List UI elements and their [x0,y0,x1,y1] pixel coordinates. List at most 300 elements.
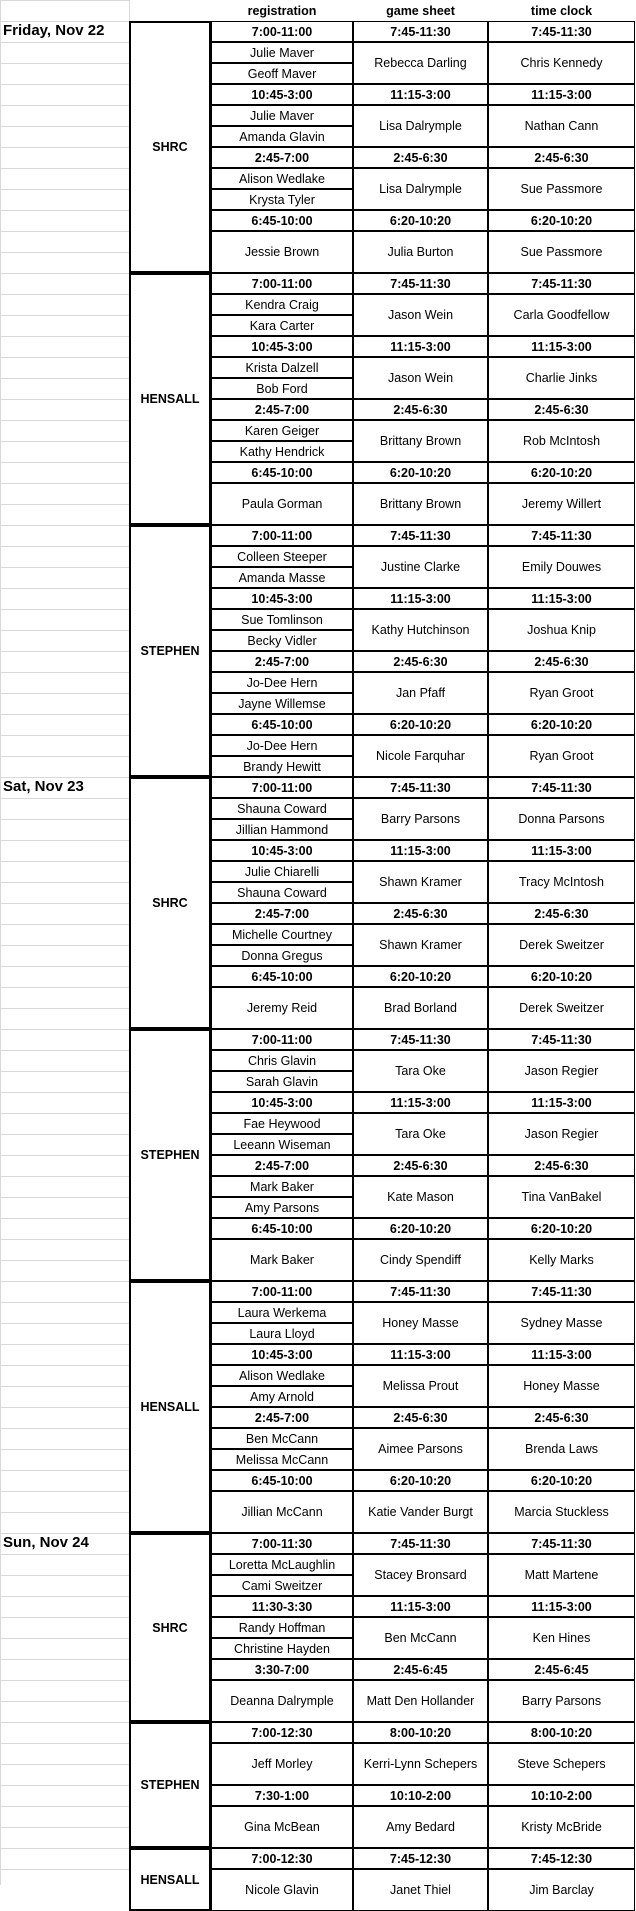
registration-time: 11:30-3:30 [211,1596,353,1617]
time-clock-name: Ken Hines [488,1617,635,1659]
time-clock-name: Jason Regier [488,1050,635,1092]
registration-name: Nicole Glavin [211,1869,353,1911]
game-sheet-name: Barry Parsons [353,798,488,840]
gridline [0,294,129,295]
game-sheet-time: 2:45-6:30 [353,903,488,924]
time-clock-time: 6:20-10:20 [488,1470,635,1491]
registration-time: 2:45-7:00 [211,1407,353,1428]
time-clock-name: Ryan Groot [488,672,635,714]
game-sheet-time: 11:15-3:00 [353,336,488,357]
registration-time: 7:00-11:00 [211,273,353,294]
gridline [0,504,129,505]
registration-name: Julie Chiarelli [211,861,353,882]
game-sheet-time: 2:45-6:30 [353,147,488,168]
location-label: STEPHEN [129,1722,211,1848]
time-clock-time: 7:45-11:30 [488,21,635,42]
registration-time: 7:00-11:30 [211,1533,353,1554]
registration-name: Kathy Hendrick [211,441,353,462]
registration-name: Paula Gorman [211,483,353,525]
gridline [0,168,129,169]
time-clock-time: 11:15-3:00 [488,588,635,609]
time-clock-time: 11:15-3:00 [488,336,635,357]
time-clock-time: 2:45-6:45 [488,1659,635,1680]
location-label: HENSALL [129,273,211,525]
gridline [0,1197,129,1198]
registration-name: Sue Tomlinson [211,609,353,630]
game-sheet-time: 6:20-10:20 [353,1470,488,1491]
gridline [0,1722,129,1723]
time-clock-name: Sydney Masse [488,1302,635,1344]
registration-name: Jeremy Reid [211,987,353,1029]
game-sheet-name: Aimee Parsons [353,1428,488,1470]
gridline [0,1827,129,1828]
game-sheet-time: 11:15-3:00 [353,840,488,861]
gridline [0,714,129,715]
gridline [0,798,129,799]
game-sheet-time: 7:45-11:30 [353,273,488,294]
time-clock-time: 7:45-11:30 [488,273,635,294]
location-label: STEPHEN [129,525,211,777]
gridline [0,252,129,253]
registration-name: Melissa McCann [211,1449,353,1470]
registration-name: Kendra Craig [211,294,353,315]
gridline [0,630,129,631]
gridline [0,1071,129,1072]
registration-name: Christine Hayden [211,1638,353,1659]
game-sheet-name: Amy Bedard [353,1806,488,1848]
gridline [0,1134,129,1135]
gridline [0,756,129,757]
time-clock-time: 11:15-3:00 [488,840,635,861]
gridline [0,840,129,841]
time-clock-name: Emily Douwes [488,546,635,588]
time-clock-time: 11:15-3:00 [488,1596,635,1617]
game-sheet-name: Ben McCann [353,1617,488,1659]
registration-name: Amanda Masse [211,567,353,588]
gridline [0,1680,129,1681]
header-game-sheet: game sheet [386,3,455,18]
game-sheet-name: Stacey Bronsard [353,1554,488,1596]
gridline [0,588,129,589]
location-label: HENSALL [129,1848,211,1911]
time-clock-name: Kelly Marks [488,1239,635,1281]
time-clock-time: 2:45-6:30 [488,1155,635,1176]
gridline [0,1050,129,1051]
gridline [0,210,129,211]
time-clock-time: 7:45-11:30 [488,777,635,798]
gridline [0,1239,129,1240]
game-sheet-time: 6:20-10:20 [353,210,488,231]
registration-time: 10:45-3:00 [211,588,353,609]
time-clock-name: Jim Barclay [488,1869,635,1911]
gridline [0,1848,129,1849]
time-clock-time: 11:15-3:00 [488,84,635,105]
location-label: SHRC [129,21,211,273]
registration-time: 6:45-10:00 [211,1218,353,1239]
game-sheet-time: 6:20-10:20 [353,714,488,735]
gridline [0,1428,129,1429]
game-sheet-name: Rebecca Darling [353,42,488,84]
gridline [0,0,129,1]
game-sheet-name: Tara Oke [353,1050,488,1092]
registration-time: 7:00-11:00 [211,1029,353,1050]
registration-name: Jillian McCann [211,1491,353,1533]
gridline [0,1764,129,1765]
game-sheet-time: 11:15-3:00 [353,1344,488,1365]
time-clock-time: 6:20-10:20 [488,462,635,483]
registration-name: Jo-Dee Hern [211,672,353,693]
game-sheet-time: 7:45-12:30 [353,1848,488,1869]
registration-name: Julie Maver [211,105,353,126]
registration-name: Sarah Glavin [211,1071,353,1092]
registration-time: 6:45-10:00 [211,1470,353,1491]
registration-name: Bob Ford [211,378,353,399]
game-sheet-name: Shawn Kramer [353,861,488,903]
gridline [0,609,129,610]
registration-name: Colleen Steeper [211,546,353,567]
time-clock-name: Derek Sweitzer [488,987,635,1029]
registration-time: 2:45-7:00 [211,147,353,168]
time-clock-time: 11:15-3:00 [488,1344,635,1365]
registration-name: Brandy Hewitt [211,756,353,777]
registration-name: Krysta Tyler [211,189,353,210]
time-clock-name: Charlie Jinks [488,357,635,399]
registration-time: 6:45-10:00 [211,714,353,735]
gridline [0,273,129,274]
gridline [0,1470,129,1471]
game-sheet-time: 2:45-6:30 [353,1407,488,1428]
registration-time: 6:45-10:00 [211,462,353,483]
game-sheet-time: 11:15-3:00 [353,1596,488,1617]
time-clock-name: Honey Masse [488,1365,635,1407]
registration-name: Amy Arnold [211,1386,353,1407]
game-sheet-name: Lisa Dalrymple [353,168,488,210]
registration-time: 2:45-7:00 [211,1155,353,1176]
registration-time: 10:45-3:00 [211,84,353,105]
gridline [0,1323,129,1324]
time-clock-name: Tracy McIntosh [488,861,635,903]
time-clock-name: Kristy McBride [488,1806,635,1848]
game-sheet-name: Melissa Prout [353,1365,488,1407]
gridline [0,525,129,526]
registration-time: 6:45-10:00 [211,966,353,987]
time-clock-name: Chris Kennedy [488,42,635,84]
time-clock-name: Brenda Laws [488,1428,635,1470]
game-sheet-time: 7:45-11:30 [353,1281,488,1302]
gridline [0,1365,129,1366]
gridline [0,420,129,421]
gridline [0,126,129,127]
gridline [0,987,129,988]
game-sheet-time: 11:15-3:00 [353,84,488,105]
registration-name: Chris Glavin [211,1050,353,1071]
time-clock-name: Jeremy Willert [488,483,635,525]
header-time-clock: time clock [530,3,593,18]
registration-time: 7:00-12:30 [211,1722,353,1743]
gridline [0,231,129,232]
gridline [0,567,129,568]
game-sheet-name: Tara Oke [353,1113,488,1155]
game-sheet-time: 7:45-11:30 [353,525,488,546]
time-clock-time: 7:45-11:30 [488,1029,635,1050]
time-clock-time: 2:45-6:30 [488,903,635,924]
game-sheet-name: Kerri-Lynn Schepers [353,1743,488,1785]
gridline [0,819,129,820]
registration-time: 7:00-11:00 [211,525,353,546]
registration-time: 7:00-12:30 [211,1848,353,1869]
game-sheet-name: Kathy Hutchinson [353,609,488,651]
gridline [0,483,129,484]
registration-name: Laura Lloyd [211,1323,353,1344]
registration-name: Laura Werkema [211,1302,353,1323]
game-sheet-time: 6:20-10:20 [353,462,488,483]
registration-name: Cami Sweitzer [211,1575,353,1596]
game-sheet-name: Jan Pfaff [353,672,488,714]
gridline [0,651,129,652]
time-clock-name: Nathan Cann [488,105,635,147]
game-sheet-name: Cindy Spendiff [353,1239,488,1281]
game-sheet-time: 8:00-10:20 [353,1722,488,1743]
game-sheet-name: Julia Burton [353,231,488,273]
registration-name: Jeff Morley [211,1743,353,1785]
time-clock-name: Tina VanBakel [488,1176,635,1218]
game-sheet-name: Justine Clarke [353,546,488,588]
time-clock-name: Sue Passmore [488,231,635,273]
gridline [0,1113,129,1114]
registration-name: Alison Wedlake [211,168,353,189]
game-sheet-name: Brittany Brown [353,420,488,462]
gridline [0,903,129,904]
registration-name: Jessie Brown [211,231,353,273]
registration-time: 10:45-3:00 [211,1092,353,1113]
game-sheet-name: Brittany Brown [353,483,488,525]
registration-time: 7:00-11:00 [211,21,353,42]
game-sheet-time: 7:45-11:30 [353,1029,488,1050]
time-clock-time: 2:45-6:30 [488,651,635,672]
gridline [0,1659,129,1660]
gridline [0,336,129,337]
gridline [0,147,129,148]
game-sheet-name: Lisa Dalrymple [353,105,488,147]
registration-name: Michelle Courtney [211,924,353,945]
game-sheet-name: Jason Wein [353,294,488,336]
gridline [0,1638,129,1639]
gridline [0,0,1,1885]
registration-name: Jayne Willemse [211,693,353,714]
registration-name: Deanna Dalrymple [211,1680,353,1722]
gridline [0,42,129,43]
time-clock-name: Rob McIntosh [488,420,635,462]
registration-name: Fae Heywood [211,1113,353,1134]
game-sheet-time: 2:45-6:30 [353,1155,488,1176]
gridline [0,1176,129,1177]
gridline [0,672,129,673]
game-sheet-name: Brad Borland [353,987,488,1029]
registration-time: 10:45-3:00 [211,1344,353,1365]
registration-time: 10:45-3:00 [211,336,353,357]
gridline [0,84,129,85]
gridline [0,1281,129,1282]
location-label: SHRC [129,1533,211,1722]
registration-name: Jillian Hammond [211,819,353,840]
game-sheet-name: Nicole Farquhar [353,735,488,777]
game-sheet-name: Honey Masse [353,1302,488,1344]
gridline [0,462,129,463]
game-sheet-time: 6:20-10:20 [353,1218,488,1239]
header-registration: registration [247,3,317,18]
game-sheet-name: Matt Den Hollander [353,1680,488,1722]
gridline [0,1596,129,1597]
registration-time: 2:45-7:00 [211,651,353,672]
time-clock-time: 7:45-11:30 [488,1281,635,1302]
gridline [0,399,129,400]
day-label: Sat, Nov 23 [3,778,84,795]
time-clock-time: 6:20-10:20 [488,714,635,735]
time-clock-time: 10:10-2:00 [488,1785,635,1806]
gridline [0,1407,129,1408]
time-clock-name: Marcia Stuckless [488,1491,635,1533]
gridline [0,1008,129,1009]
gridline [0,1386,129,1387]
gridline [0,1155,129,1156]
gridline [0,1302,129,1303]
time-clock-time: 6:20-10:20 [488,966,635,987]
registration-name: Loretta McLaughlin [211,1554,353,1575]
time-clock-time: 11:15-3:00 [488,1092,635,1113]
gridline [0,1785,129,1786]
registration-time: 3:30-7:00 [211,1659,353,1680]
gridline [0,189,129,190]
time-clock-name: Donna Parsons [488,798,635,840]
registration-name: Becky Vidler [211,630,353,651]
registration-name: Donna Gregus [211,945,353,966]
registration-name: Julie Maver [211,42,353,63]
registration-time: 2:45-7:00 [211,903,353,924]
registration-name: Jo-Dee Hern [211,735,353,756]
registration-time: 10:45-3:00 [211,840,353,861]
game-sheet-name: Kate Mason [353,1176,488,1218]
location-label: STEPHEN [129,1029,211,1281]
registration-name: Mark Baker [211,1239,353,1281]
registration-name: Amy Parsons [211,1197,353,1218]
time-clock-time: 8:00-10:20 [488,1722,635,1743]
game-sheet-name: Jason Wein [353,357,488,399]
time-clock-name: Joshua Knip [488,609,635,651]
registration-time: 7:00-11:00 [211,777,353,798]
registration-time: 7:00-11:00 [211,1281,353,1302]
gridline [0,1554,129,1555]
game-sheet-time: 2:45-6:30 [353,399,488,420]
registration-time: 6:45-10:00 [211,210,353,231]
registration-name: Krista Dalzell [211,357,353,378]
day-label: Friday, Nov 22 [3,22,105,39]
gridline [0,693,129,694]
time-clock-time: 7:45-11:30 [488,525,635,546]
gridline [0,1491,129,1492]
day-label: Sun, Nov 24 [3,1534,89,1551]
registration-name: Gina McBean [211,1806,353,1848]
gridline [0,966,129,967]
gridline [0,735,129,736]
time-clock-name: Ryan Groot [488,735,635,777]
time-clock-name: Derek Sweitzer [488,924,635,966]
time-clock-time: 6:20-10:20 [488,1218,635,1239]
game-sheet-name: Shawn Kramer [353,924,488,966]
location-label: HENSALL [129,1281,211,1533]
gridline [0,1743,129,1744]
registration-name: Mark Baker [211,1176,353,1197]
time-clock-time: 7:45-12:30 [488,1848,635,1869]
gridline [0,1449,129,1450]
game-sheet-time: 2:45-6:45 [353,1659,488,1680]
registration-name: Geoff Maver [211,63,353,84]
gridline [0,1218,129,1219]
gridline [0,357,129,358]
gridline [0,1344,129,1345]
registration-name: Amanda Glavin [211,126,353,147]
time-clock-time: 6:20-10:20 [488,210,635,231]
game-sheet-time: 11:15-3:00 [353,1092,488,1113]
time-clock-time: 2:45-6:30 [488,1407,635,1428]
registration-name: Ben McCann [211,1428,353,1449]
gridline [0,1806,129,1807]
location-label: SHRC [129,777,211,1029]
registration-name: Leeann Wiseman [211,1134,353,1155]
time-clock-name: Sue Passmore [488,168,635,210]
gridline [0,861,129,862]
game-sheet-name: Katie Vander Burgt [353,1491,488,1533]
time-clock-time: 2:45-6:30 [488,399,635,420]
registration-name: Alison Wedlake [211,1365,353,1386]
registration-name: Randy Hoffman [211,1617,353,1638]
time-clock-name: Steve Schepers [488,1743,635,1785]
game-sheet-time: 2:45-6:30 [353,651,488,672]
game-sheet-time: 7:45-11:30 [353,1533,488,1554]
game-sheet-time: 11:15-3:00 [353,588,488,609]
gridline [0,1701,129,1702]
gridline [0,882,129,883]
game-sheet-time: 6:20-10:20 [353,966,488,987]
game-sheet-time: 7:45-11:30 [353,21,488,42]
time-clock-time: 7:45-11:30 [488,1533,635,1554]
gridline [0,546,129,547]
registration-name: Shauna Coward [211,882,353,903]
gridline [0,1029,129,1030]
gridline [0,1512,129,1513]
gridline [0,1869,129,1870]
gridline [0,105,129,106]
gridline [0,945,129,946]
gridline [0,378,129,379]
gridline [0,1092,129,1093]
gridline [0,1617,129,1618]
game-sheet-name: Janet Thiel [353,1869,488,1911]
registration-time: 7:30-1:00 [211,1785,353,1806]
registration-name: Kara Carter [211,315,353,336]
registration-time: 2:45-7:00 [211,399,353,420]
game-sheet-time: 10:10-2:00 [353,1785,488,1806]
time-clock-name: Jason Regier [488,1113,635,1155]
registration-name: Shauna Coward [211,798,353,819]
time-clock-name: Carla Goodfellow [488,294,635,336]
gridline [0,63,129,64]
time-clock-name: Matt Martene [488,1554,635,1596]
game-sheet-time: 7:45-11:30 [353,777,488,798]
gridline [0,1260,129,1261]
gridline [0,441,129,442]
time-clock-time: 2:45-6:30 [488,147,635,168]
gridline [0,924,129,925]
